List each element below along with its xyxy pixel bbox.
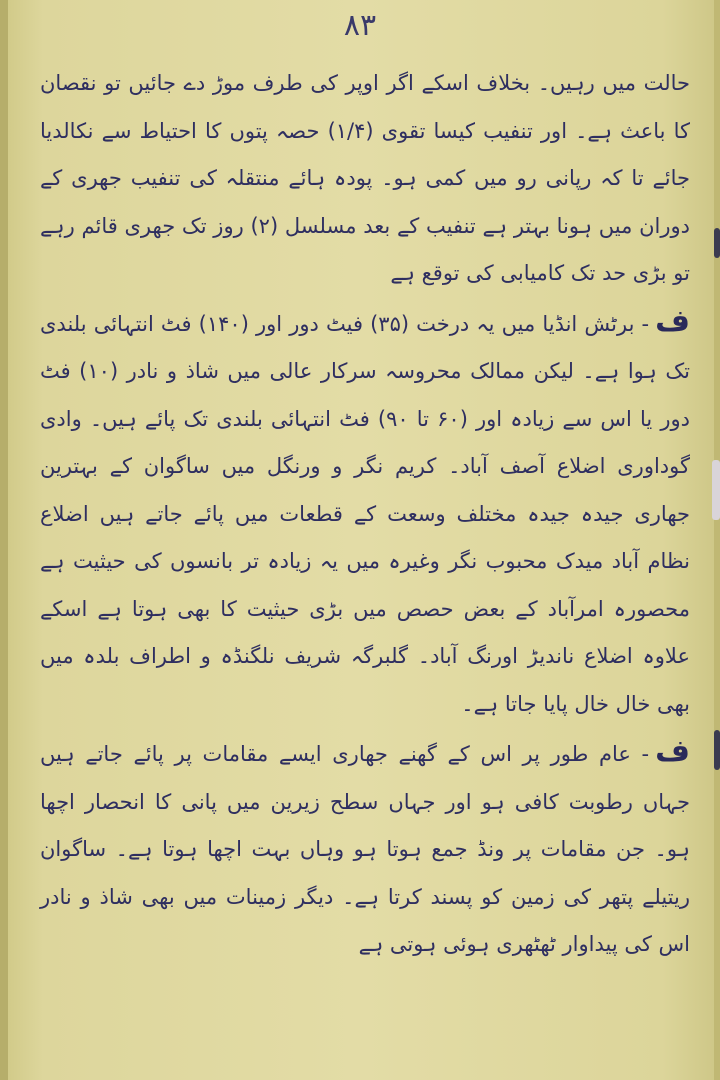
page-left-edge — [0, 0, 8, 1080]
paragraph-text: حالت میں رہیں۔ بخلاف اسکے اگر اوپر کی طرف موڑ دے جائیں تو نقصان کا باعث ہے۔ اور تنفیب کیسا تقوی (۱/۴) حصہ پتوں کا احتیاط سے نکالدیا جائے تا کہ رپانی رو میں کمی ہو۔ پودہ ہائے منتقلہ کی تنفیب جھری کے دوران میں ہونا بہتر ہے تنفیب کے بعد مسلسل (۲) روز تک جھری قائم رہے تو بڑی حد تک کامیابی کی توقع ہے — [40, 71, 691, 285]
paragraph-lead-marker: ف — [655, 303, 690, 339]
margin-mark — [712, 460, 720, 520]
margin-mark — [714, 228, 720, 258]
paragraph-2 — [40, 298, 690, 729]
page-number: ۸۳ — [343, 8, 377, 43]
paragraph-text: - برٹش انڈیا میں یہ درخت (۳۵) فیٹ دور اور (۱۴۰) فٹ انتہائی بلندی تک ہوا ہے۔ لیکن ممالک محروسہ سرکار عالی میں شاذ و نادر (۱۰) فٹ دور یا اس سے زیادہ اور (۶۰ تا ۹۰) فٹ انتہائی بلندی تک پائے ہیں۔ وادی گوداوری اضلاع آصف آباد۔ کریم نگر و ورنگل میں ساگوان کے بہترین جھاری جیدہ جیدہ مختلف وسعت کے قطعات میں پائے جاتے ہیں اضلاع نظام آباد میدک محبوب نگر وغیرہ میں یہ زیادہ تر بانسوں کی حیثیت ہے محصورہ امرآباد کے بعض حصص میں بڑی حیثیت کا بھی ہوتا ہے اسکے علاوہ اضلاع ناندیڑ اورنگ آباد۔ گلبرگہ شریف نلگنڈہ و اطراف بلدہ میں بھی خال خال پایا جاتا ہے۔ — [40, 311, 690, 716]
paragraph-1 — [40, 60, 690, 298]
margin-mark — [714, 730, 720, 770]
paragraph-lead-marker: ف — [655, 734, 690, 769]
paragraph-3 — [40, 728, 690, 969]
page-right-edge — [714, 0, 720, 1080]
paragraph-text: - عام طور پر اس کے گھنے جھاری ایسے مقامات پر پائے جاتے ہیں جہاں رطوبت کافی ہو اور جہاں سطح زیرین میں پانی کا انحصار اچھا ہو۔ جن مقامات پر ونڈ جمع ہوتا ہو وہاں بہت اچھا ہوتا ہے۔ ساگوان ریتیلے پتھر کی زمین کو پسند کرتا ہے۔ دیگر زمینات میں بھی شاذ و نادر اس کی پیداوار ٹھٹھری ہوئی ہوتی ہے — [40, 742, 690, 956]
body-text — [40, 60, 690, 969]
